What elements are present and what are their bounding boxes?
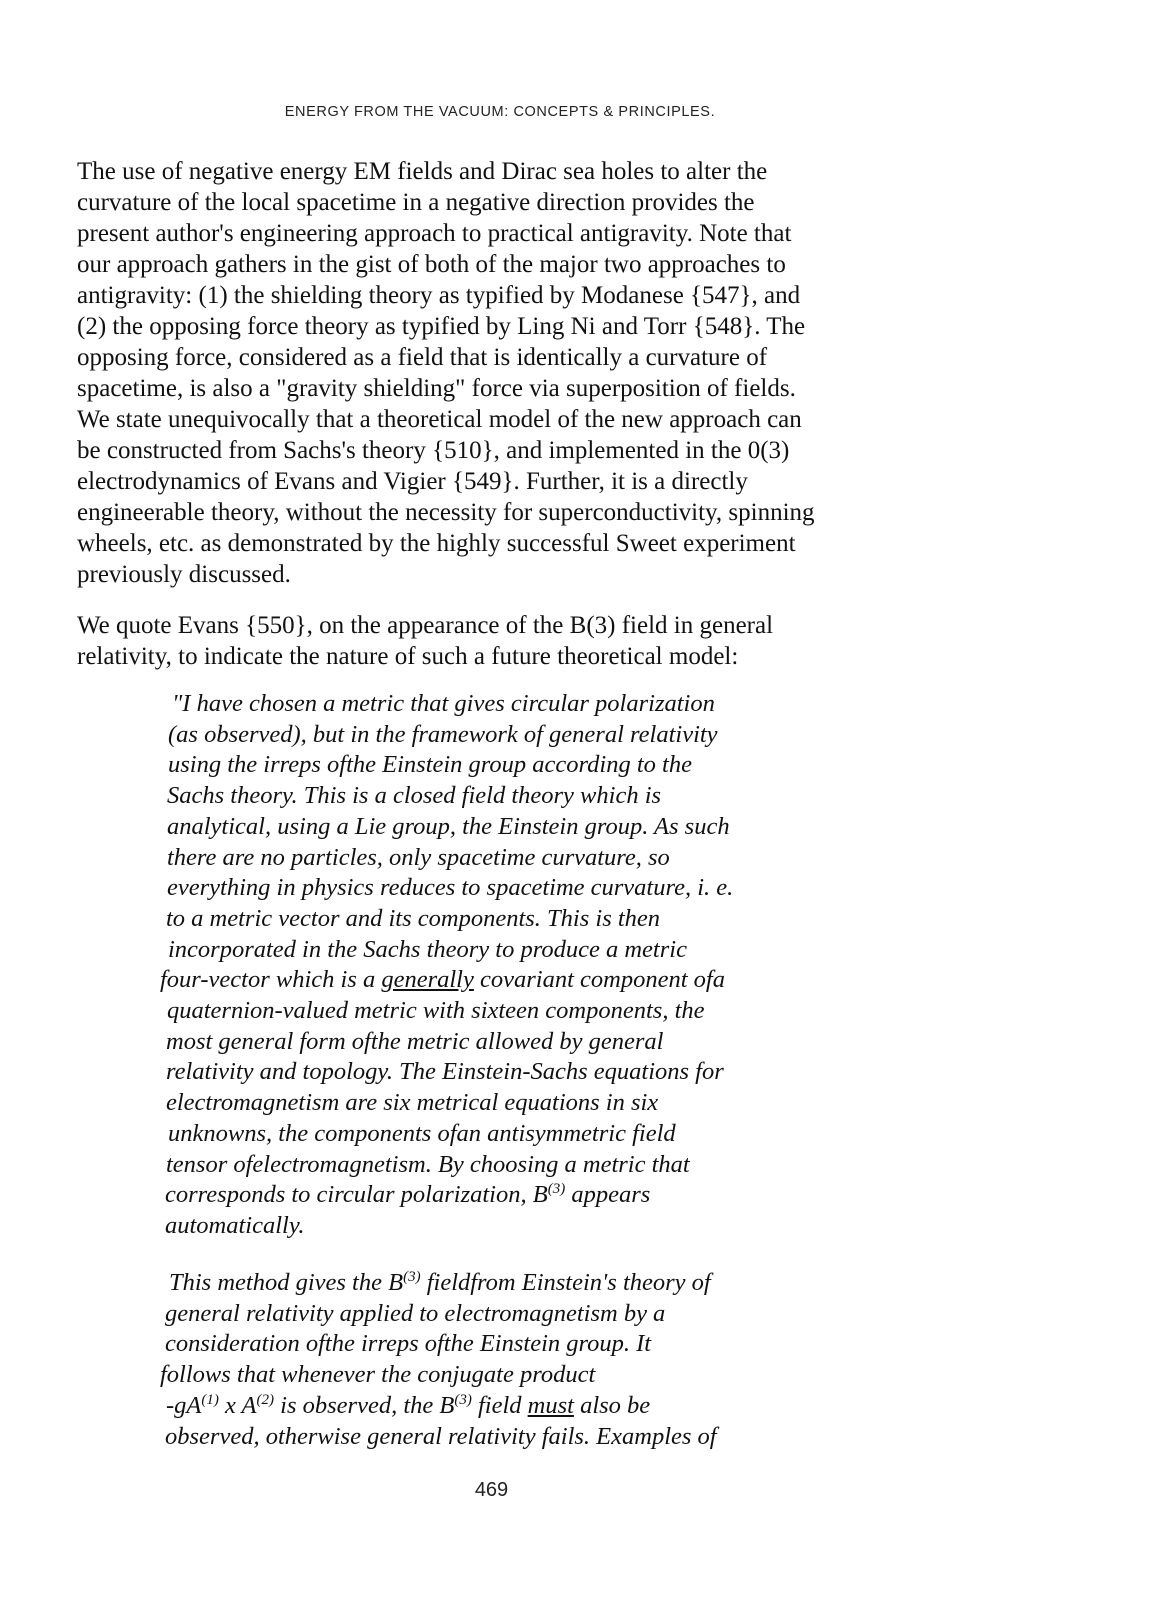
superscript: (1) bbox=[201, 1391, 219, 1408]
superscript: (3) bbox=[403, 1268, 421, 1285]
text-line: antigravity: (1) the shielding theory as typified by Modanese {547}, and bbox=[77, 282, 801, 309]
quote-text: field bbox=[471, 1391, 528, 1419]
superscript: (3) bbox=[454, 1391, 472, 1408]
text-line: curvature of the local spacetime in a negative direction provides the bbox=[77, 189, 755, 216]
text-line: our approach gathers in the gist of both of the major two approaches to bbox=[77, 251, 786, 278]
quote-line: electromagnetism are six metrical equations in six bbox=[166, 1089, 659, 1117]
quote-line: consideration ofthe irreps ofthe Einstein group. It bbox=[165, 1330, 652, 1358]
text-line: opposing force, considered as a field that is identically a curvature of bbox=[77, 344, 768, 371]
text-line: engineerable theory, without the necessity for superconductivity, spinning bbox=[77, 499, 815, 526]
quote-line bbox=[160, 965, 860, 996]
quote-text: This method gives the B bbox=[169, 1269, 404, 1296]
text-line: electrodynamics of Evans and Vigier {549}. Further, it is a directly bbox=[77, 468, 748, 495]
quote-line: using the irreps ofthe Einstein group according to the bbox=[168, 751, 692, 779]
text-line: wheels, etc. as demonstrated by the highly successful Sweet experiment bbox=[77, 530, 796, 557]
text-line: relativity, to indicate the nature of such a future theoretical model: bbox=[77, 643, 739, 670]
quote-text: covariant component ofa bbox=[473, 966, 725, 994]
text-line: be constructed from Sachs's theory {510}, and implemented in the 0(3) bbox=[77, 437, 790, 464]
quote-line: observed, otherwise general relativity fails. Examples of bbox=[165, 1422, 717, 1450]
quote-line: unknowns, the components ofan antisymmetric field bbox=[168, 1119, 676, 1147]
quote-text: -gA bbox=[166, 1391, 202, 1419]
paragraph-evans-quote-intro bbox=[77, 610, 917, 672]
quote-text: four-vector which is a bbox=[160, 966, 382, 994]
quote-line: relativity and topology. The Einstein-Sachs equations for bbox=[166, 1058, 724, 1086]
text-line: previously discussed. bbox=[77, 561, 291, 588]
quote-text: is observed, the B bbox=[274, 1391, 455, 1419]
quote-line: analytical, using a Lie group, the Einstein group. As such bbox=[167, 812, 730, 840]
quote-line bbox=[169, 1268, 860, 1299]
text-line: (2) the opposing force theory as typified by Ling Ni and Torr {548}. The bbox=[77, 313, 806, 340]
quote-line: follows that whenever the conjugate product bbox=[160, 1361, 596, 1389]
running-header: ENERGY FROM THE VACUUM: CONCEPTS & PRINCIPLES. bbox=[284, 104, 716, 120]
quote-line: to a metric vector and its components. This is then bbox=[166, 904, 661, 932]
text-line: We quote Evans {550}, on the appearance of the B(3) field in general bbox=[77, 612, 774, 639]
quote-line: (as observed), but in the framework of general relativity bbox=[168, 720, 718, 748]
quote-line: most general form ofthe metric allowed by general bbox=[166, 1027, 664, 1055]
quote-line bbox=[165, 1180, 860, 1211]
quote-line: Sachs theory. This is a closed field theory which is bbox=[167, 782, 662, 810]
quote-text: appears bbox=[565, 1181, 651, 1209]
underlined-word: must bbox=[527, 1391, 574, 1419]
superscript: (3) bbox=[547, 1181, 566, 1198]
quote-text: also be bbox=[573, 1391, 651, 1419]
quote-text: x A bbox=[218, 1391, 257, 1419]
superscript: (2) bbox=[256, 1391, 275, 1408]
text-line: spacetime, is also a "gravity shielding" force via superposition of fields. bbox=[77, 375, 796, 402]
quote-line bbox=[166, 1391, 860, 1422]
quote-line: incorporated in the Sachs theory to produce a metric bbox=[168, 935, 687, 963]
block-quote-evans-part2 bbox=[160, 1268, 860, 1452]
quote-line: general relativity applied to electromagnetism by a bbox=[165, 1299, 666, 1327]
page-number: 469 bbox=[474, 1479, 509, 1501]
quote-line: quaternion-valued metric with sixteen components, the bbox=[167, 997, 705, 1025]
paragraph-antigravity-approach bbox=[77, 156, 917, 590]
quote-text: fieldfrom Einstein's theory of bbox=[420, 1269, 711, 1296]
quote-line: automatically. bbox=[165, 1211, 305, 1239]
text-line: The use of negative energy EM fields and Dirac sea holes to alter the bbox=[77, 158, 768, 185]
block-quote-evans-part1 bbox=[160, 689, 860, 1242]
quote-line: "I have chosen a metric that gives circular polarization bbox=[172, 690, 715, 717]
quote-line: tensor ofelectromagnetism. By choosing a metric that bbox=[166, 1150, 690, 1178]
quote-text: corresponds to circular polarization, B bbox=[165, 1181, 548, 1209]
text-line: We state unequivocally that a theoretical model of the new approach can bbox=[77, 406, 802, 433]
quote-line: everything in physics reduces to spacetime curvature, i. e. bbox=[167, 874, 734, 902]
text-line: present author's engineering approach to practical antigravity. Note that bbox=[77, 220, 792, 247]
quote-line: there are no particles, only spacetime curvature, so bbox=[167, 843, 670, 871]
underlined-word: generally bbox=[381, 966, 474, 994]
